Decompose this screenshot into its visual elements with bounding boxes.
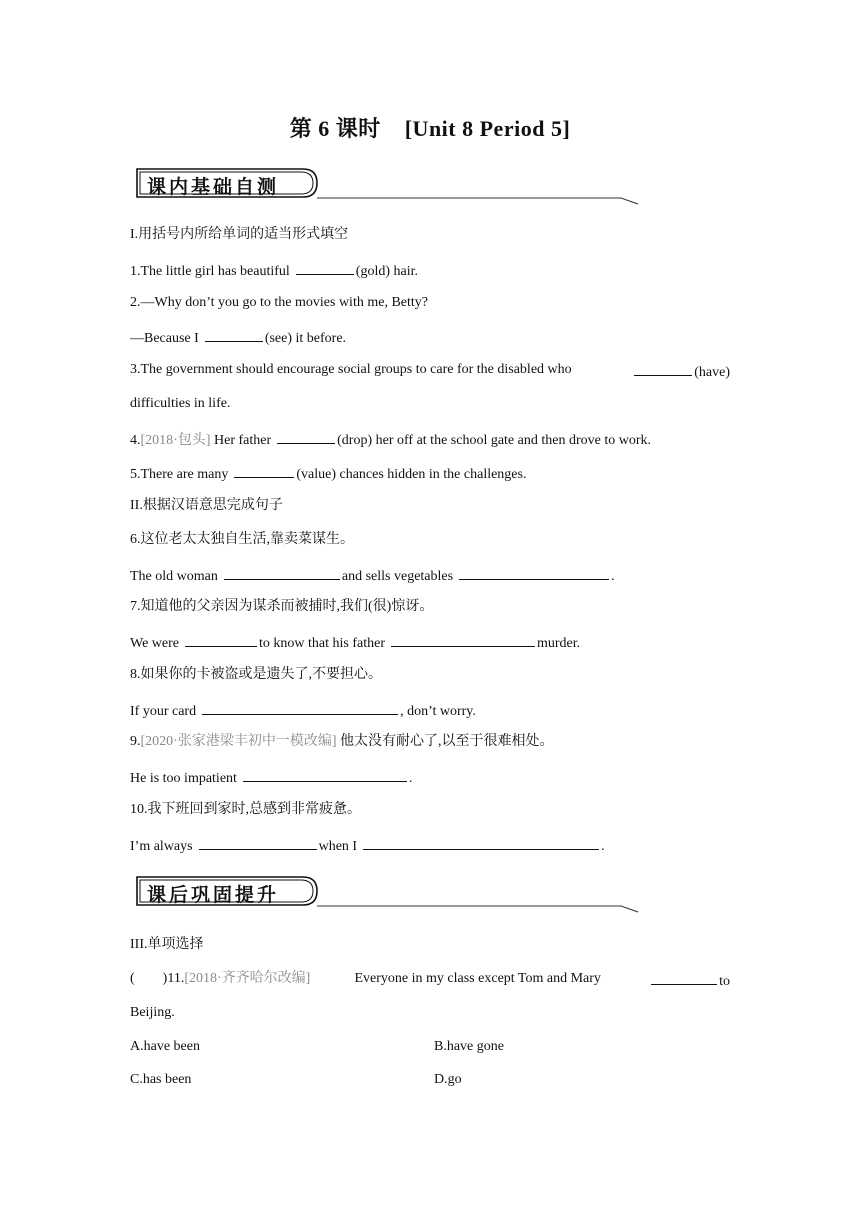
question-8-chinese: 8.如果你的卡被盗或是遗失了,不要担心。 xyxy=(130,667,382,682)
question-6-chinese: 6.这位老太太独自生活,靠卖菜谋生。 xyxy=(130,532,354,547)
question-4: 4.[2018·包头] Her father (drop) her off at the school gate and then drove to work. xyxy=(130,429,651,450)
question-2-prompt: 2.—Why don’t you go to the movies with me, Betty? xyxy=(130,295,428,310)
option-a[interactable]: A.have been xyxy=(130,1039,200,1054)
option-c[interactable]: C.has been xyxy=(130,1072,192,1087)
answer-blank[interactable] xyxy=(391,632,535,647)
section-banner-in-class xyxy=(133,166,643,206)
answer-blank[interactable] xyxy=(296,260,354,275)
question-3: 3.The government should encourage social groups to care for the disabled who (have) xyxy=(130,362,730,380)
answer-blank[interactable] xyxy=(243,767,407,782)
unit-label: [Unit 8 Period 5] xyxy=(404,116,571,141)
question-10-chinese: 10.我下班回到家时,总感到非常疲惫。 xyxy=(130,802,361,817)
answer-blank[interactable] xyxy=(651,970,717,985)
section-heading-3: III.单项选择 xyxy=(130,937,204,952)
question-10-english: I’m always when I . xyxy=(130,835,605,856)
answer-blank[interactable] xyxy=(459,565,609,580)
question-9-english: He is too impatient . xyxy=(130,767,412,788)
question-2-answer: —Because I (see) it before. xyxy=(130,327,346,348)
answer-blank[interactable] xyxy=(205,327,263,342)
answer-blank[interactable] xyxy=(634,361,692,376)
banner-label: 课内基础自测 xyxy=(147,176,280,198)
question-8-english: If your card , don’t worry. xyxy=(130,700,476,721)
source-tag: [2020·张家港梁丰初中一模改编] xyxy=(140,734,337,749)
answer-blank[interactable] xyxy=(185,632,257,647)
question-11: ( )11.[2018·齐齐哈尔改编] Everyone in my class except Tom and Mary to xyxy=(130,971,730,989)
answer-blank[interactable] xyxy=(202,700,398,715)
banner-label: 课后巩固提升 xyxy=(147,884,280,906)
section-banner-after-class xyxy=(133,874,643,914)
answer-blank[interactable] xyxy=(234,463,294,478)
answer-blank[interactable] xyxy=(224,565,340,580)
answer-blank[interactable] xyxy=(363,835,599,850)
lesson-number: 第 6 课时 xyxy=(289,116,381,141)
question-5: 5.There are many (value) chances hidden in the challenges. xyxy=(130,463,526,484)
page-title xyxy=(0,112,860,143)
question-6-english: The old woman and sells vegetables . xyxy=(130,565,615,586)
question-7-english: We were to know that his father murder. xyxy=(130,632,580,653)
question-9-chinese: 9.[2020·张家港梁丰初中一模改编] 他太没有耐心了,以至于很难相处。 xyxy=(130,734,554,749)
source-tag: [2018·齐齐哈尔改编] xyxy=(184,971,311,986)
question-3-cont: difficulties in life. xyxy=(130,396,231,411)
question-11-cont: Beijing. xyxy=(130,1005,175,1020)
section-heading-1: I.用括号内所给单词的适当形式填空 xyxy=(130,227,349,242)
answer-blank[interactable] xyxy=(199,835,317,850)
source-tag: [2018·包头] xyxy=(140,433,211,448)
question-1: 1.The little girl has beautiful (gold) hair. xyxy=(130,260,418,281)
option-b[interactable]: B.have gone xyxy=(434,1039,504,1054)
question-7-chinese: 7.知道他的父亲因为谋杀而被捕时,我们(很)惊讶。 xyxy=(130,599,434,614)
section-heading-2: II.根据汉语意思完成句子 xyxy=(130,498,283,513)
option-d[interactable]: D.go xyxy=(434,1072,462,1087)
answer-blank[interactable] xyxy=(277,429,335,444)
